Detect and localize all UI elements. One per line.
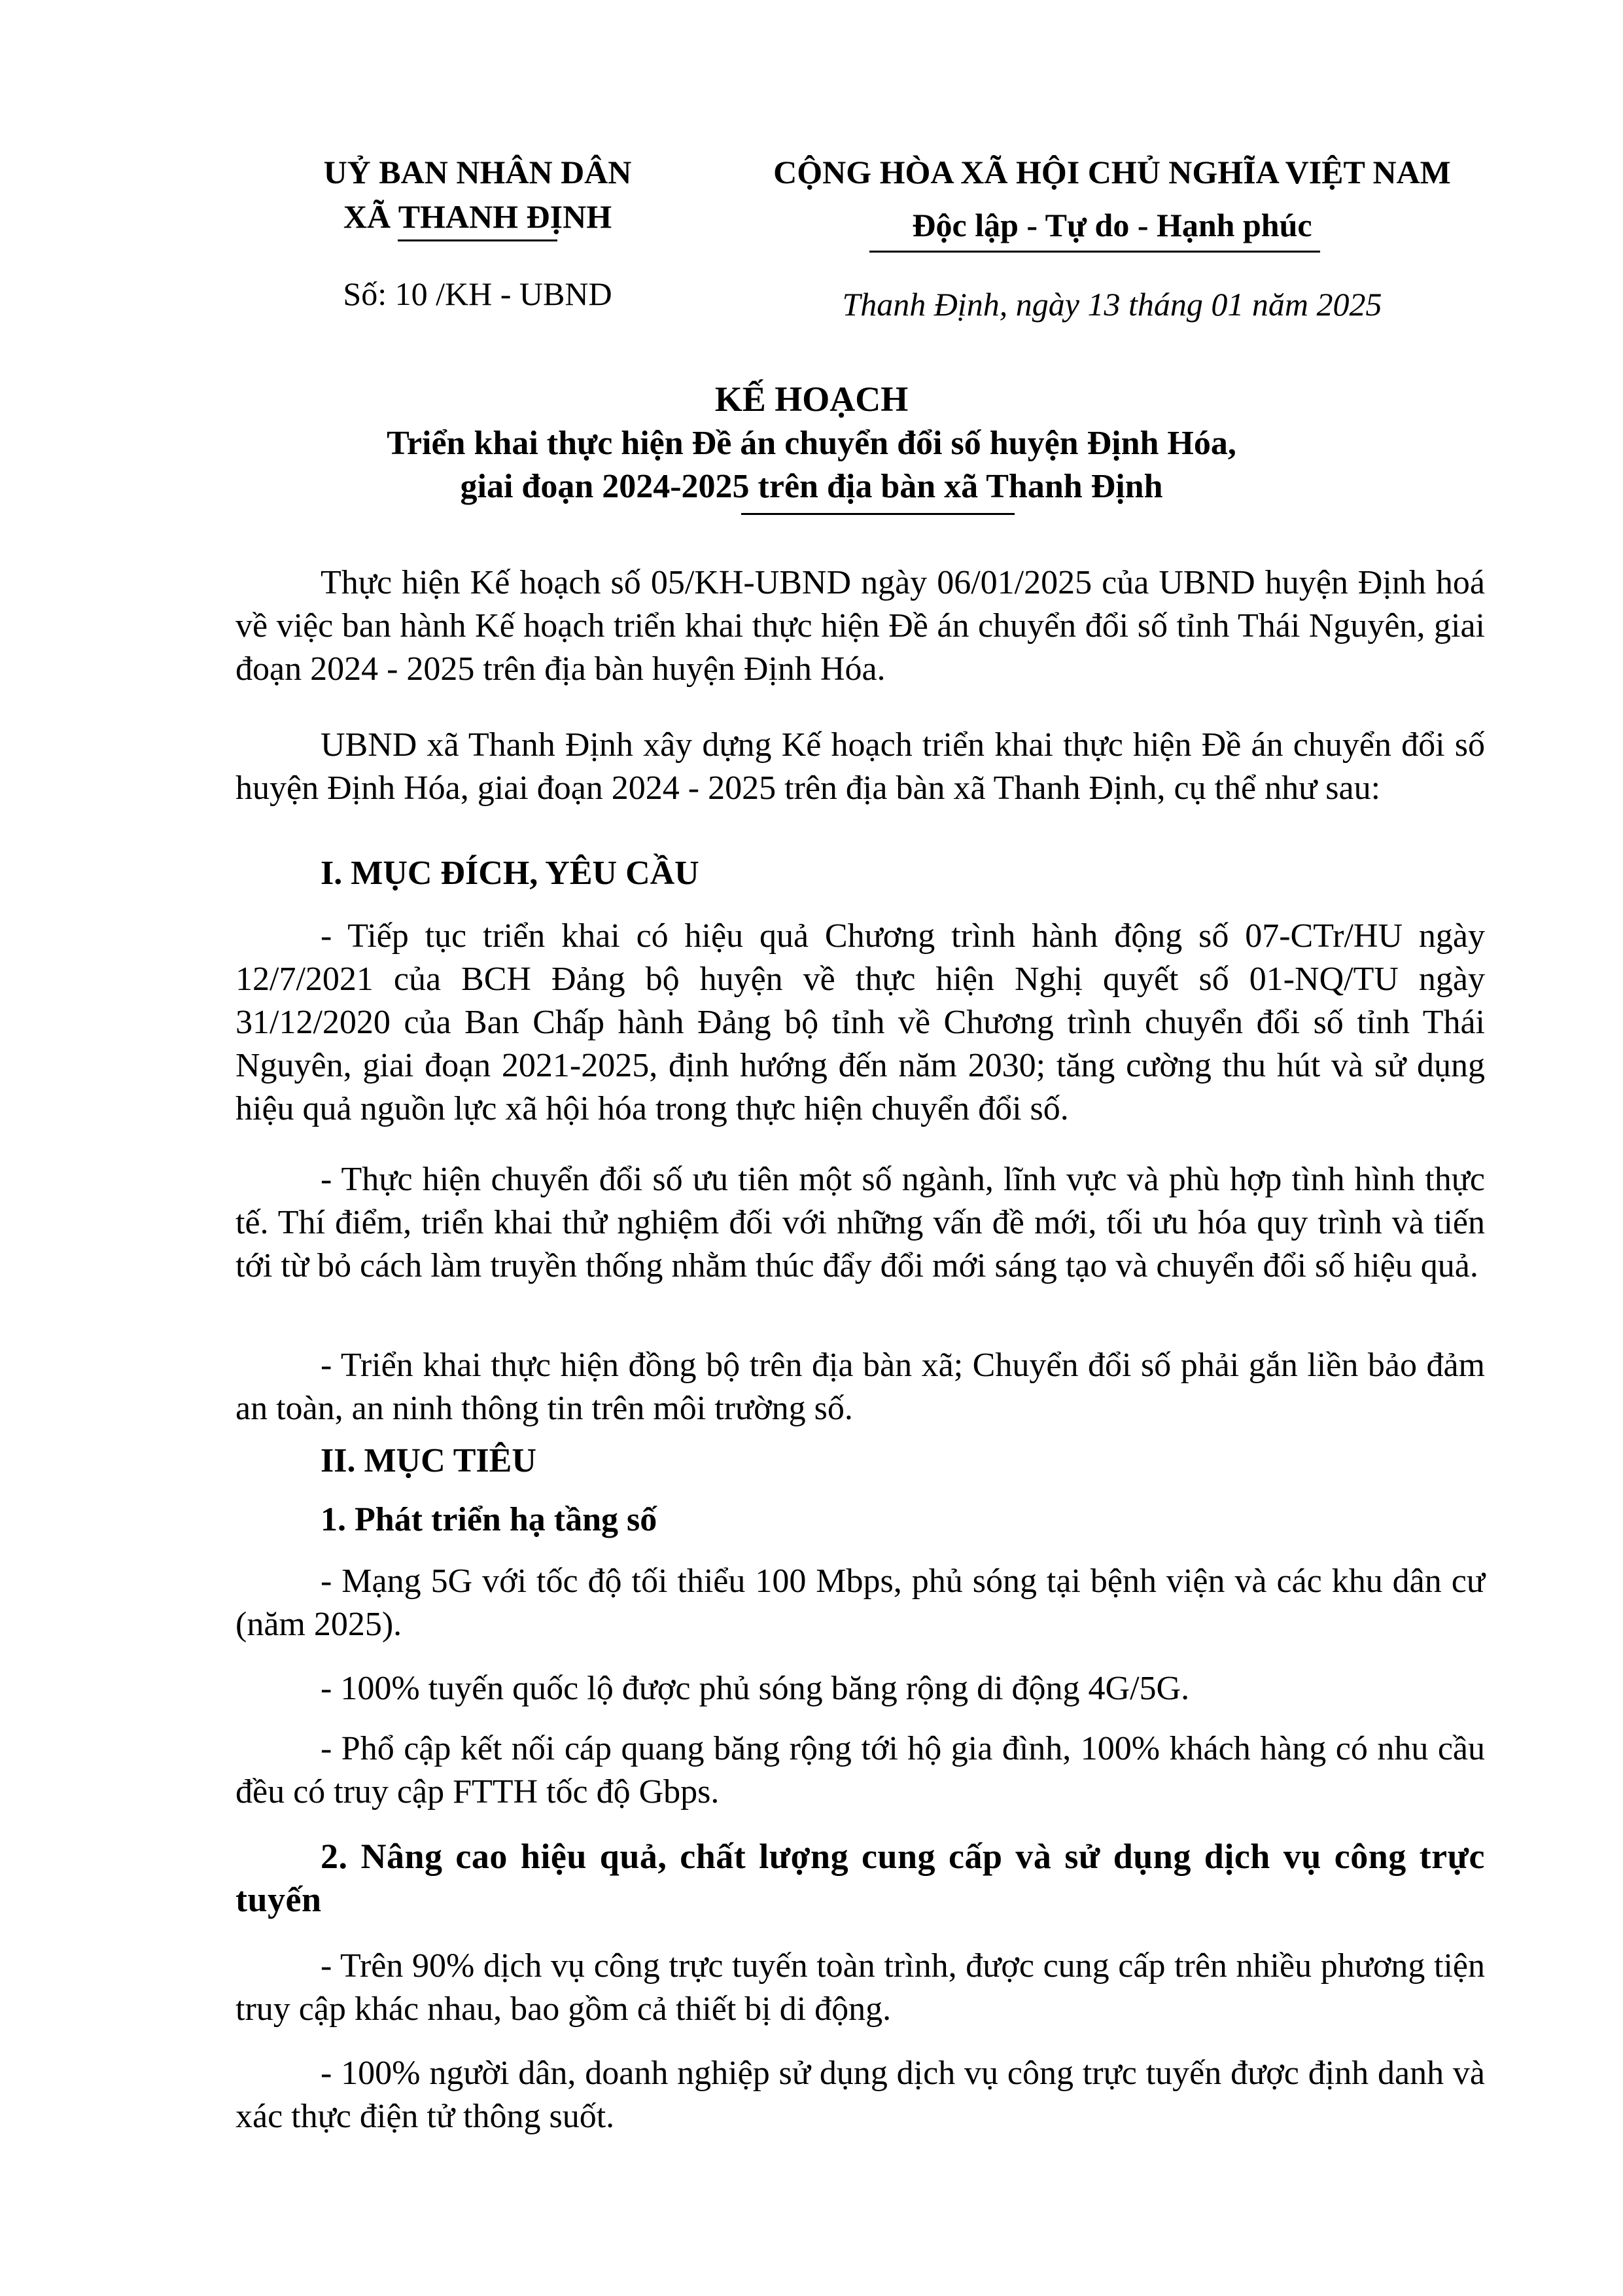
purpose-paragraph-2: - Thực hiện chuyển đổi số ưu tiên một số ngành, lĩnh vực và phù hợp tình hình thực tế. Thí điểm, triển khai thử nghiệm đối với những vấn đề mới, tối ưu hóa quy trình và tiến tới từ bỏ cách làm truyền thống nhằm thúc đẩy đổi mới sáng tạo và chuyển đổi số hiệu quả. [236, 1161, 1485, 1284]
public-services-paragraph-1: - Trên 90% dịch vụ công trực tuyến toàn trình, được cung cấp trên nhiều phương tiện truy cập khác nhau, bao gồm cả thiết bị di động. [236, 1947, 1485, 2028]
infrastructure-paragraph-2: - 100% tuyến quốc lộ được phủ sóng băng rộng di động 4G/5G. [321, 1670, 1190, 1707]
place-and-date: Thanh Định, ngày 13 tháng 01 năm 2025 [842, 286, 1382, 323]
issuing-commune: XÃ THANH ĐỊNH [343, 198, 612, 235]
subsection-heading-infrastructure: 1. Phát triển hạ tầng số [321, 1501, 657, 1538]
section-heading-purpose: I. MỤC ĐÍCH, YÊU CẦU [321, 855, 699, 892]
intro-paragraph-1: Thực hiện Kế hoạch số 05/KH-UBND ngày 06/01/2025 của UBND huyện Định hoá về việc ban hành Kế hoạch triển khai thực hiện Đề án chuyển đổi số tỉnh Thái Nguyên, giai đoạn 2024 - 2025 trên địa bàn huyện Định Hóa. [236, 564, 1485, 688]
document-number: Số: 10 /KH - UBND [343, 275, 612, 312]
infrastructure-paragraph-1: - Mạng 5G với tốc độ tối thiểu 100 Mbps, phủ sóng tại bệnh viện và các khu dân cư (năm 2025). [236, 1563, 1485, 1643]
purpose-paragraph-3: - Triển khai thực hiện đồng bộ trên địa bàn xã; Chuyển đổi số phải gắn liền bảo đảm an toàn, an ninh thông tin trên môi trường số. [236, 1347, 1485, 1427]
purpose-paragraph-1: - Tiếp tục triển khai có hiệu quả Chương trình hành động số 07-CTr/HU ngày 12/7/2021 của BCH Đảng bộ huyện về thực hiện Nghị quyết số 01-NQ/TU ngày 31/12/2020 của Ban Chấp hành Đảng bộ tỉnh về Chương trình chuyển đổi số tỉnh Thái Nguyên, giai đoạn 2021-2025, định hướng đến năm 2030; tăng cường thu hút và sử dụng hiệu quả nguồn lực xã hội hóa trong thực hiện chuyển đổi số. [236, 917, 1485, 1127]
document-subject-line2: giai đoạn 2024-2025 trên địa bàn xã Thanh Định [460, 468, 1163, 505]
infrastructure-paragraph-3: - Phổ cập kết nối cáp quang băng rộng tới hộ gia đình, 100% khách hàng có nhu cầu đều có truy cập FTTH tốc độ Gbps. [236, 1730, 1485, 1810]
intro-paragraph-2: UBND xã Thanh Định xây dựng Kế hoạch triển khai thực hiện Đề án chuyển đổi số huyện Định Hóa, giai đoạn 2024 - 2025 trên địa bàn xã Thanh Định, cụ thể như sau: [236, 726, 1485, 807]
authority-underline [398, 239, 557, 241]
document-subject-line1: Triển khai thực hiện Đề án chuyển đổi số huyện Định Hóa, [387, 425, 1236, 462]
public-services-paragraph-2: - 100% người dân, doanh nghiệp sử dụng dịch vụ công trực tuyến được định danh và xác thực điện tử thông suốt. [236, 2055, 1485, 2135]
national-motto: Độc lập - Tự do - Hạnh phúc [912, 207, 1312, 243]
issuing-authority: UỶ BAN NHÂN DÂN [323, 154, 632, 190]
section-heading-objectives: II. MỤC TIÊU [321, 1442, 536, 1479]
motto-underline [869, 251, 1320, 253]
subsection-heading-public-services: 2. Nâng cao hiệu quả, chất lượng cung cấp và sử dụng dịch vụ công trực tuyến [236, 1837, 1485, 1919]
national-title: CỘNG HÒA XÃ HỘI CHỦ NGHĨA VIỆT NAM [773, 154, 1451, 190]
title-underline [741, 513, 1015, 515]
document-type-title: KẾ HOẠCH [714, 380, 909, 419]
